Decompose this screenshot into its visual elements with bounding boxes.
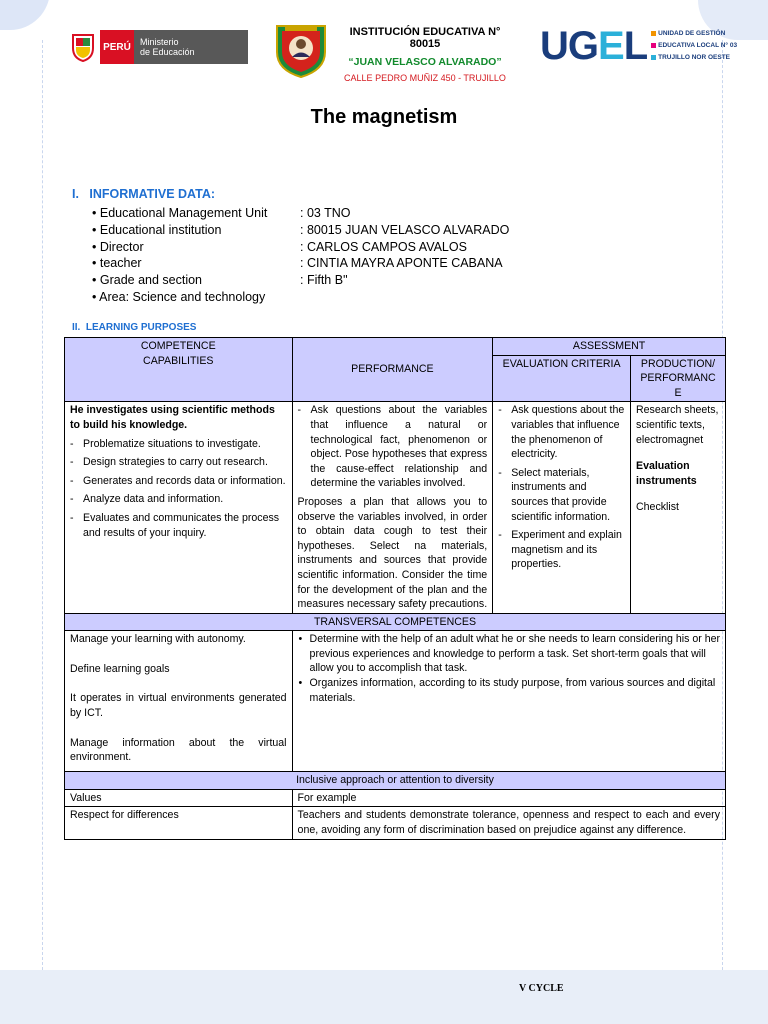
transversal-item: Manage your learning with autonomy. xyxy=(70,633,246,646)
info-row xyxy=(92,255,509,272)
info-label: • Educational institution xyxy=(92,222,300,239)
info-row xyxy=(92,272,509,289)
performance-cell xyxy=(292,402,493,613)
info-value: : Fifth B" xyxy=(300,273,348,288)
production-text: Research sheets, scientific texts, electromagnet xyxy=(636,404,719,446)
info-row xyxy=(92,222,509,239)
transversal-heading: TRANSVERSAL COMPETENCES xyxy=(65,613,726,631)
learning-purposes-table xyxy=(64,337,726,840)
info-label: • teacher xyxy=(92,255,300,272)
inclusive-heading: Inclusive approach or attention to diversity xyxy=(65,772,726,790)
list-item: • Organizes information, according to its study purpose, from various sources and digital materials. xyxy=(298,676,720,705)
instrument-text: Checklist xyxy=(636,501,679,514)
transversal-left-cell xyxy=(65,631,293,772)
info-label: • Educational Management Unit xyxy=(92,205,300,222)
info-value: : 80015 JUAN VELASCO ALVARADO xyxy=(300,222,510,237)
value-cell: Respect for differences xyxy=(65,807,293,839)
competence-cell xyxy=(65,402,293,613)
school-info xyxy=(335,26,515,83)
info-label: • Grade and section xyxy=(92,272,300,289)
info-row xyxy=(92,239,509,256)
info-value: : CARLOS CAMPOS AVALOS xyxy=(300,239,467,254)
criteria-cell xyxy=(493,402,631,613)
info-row xyxy=(92,205,509,222)
list-item: - Problematize situations to investigate. xyxy=(70,437,287,452)
info-label: • Area: Science and technology xyxy=(92,289,265,306)
header-competence: COMPETENCE CAPABILITIES xyxy=(65,338,293,402)
list-item: - Design strategies to carry out research. xyxy=(70,455,287,470)
footer-band xyxy=(0,970,768,1024)
header-production: PRODUCTION/ PERFORMANC E xyxy=(631,355,726,402)
transversal-item: It operates in virtual environments generated by ICT. xyxy=(70,692,287,720)
informative-list xyxy=(92,205,509,306)
list-item: - Select materials, instruments and sources that provide scientific information. xyxy=(498,466,625,524)
performance-list xyxy=(298,403,488,491)
ministry-name: Ministerio de Educación xyxy=(134,30,248,64)
section-heading-informative: I. INFORMATIVE DATA: xyxy=(72,187,216,201)
production-cell xyxy=(631,402,726,613)
criteria-list xyxy=(498,403,625,572)
page-border-line xyxy=(42,40,43,970)
transversal-list xyxy=(298,632,720,705)
ugel-subtitle: UNIDAD DE GESTIÓN EDUCATIVA LOCAL N° 03 TRUJILLO NOR OESTE xyxy=(651,28,737,64)
list-item: - Experiment and explain magnetism and its properties. xyxy=(498,528,625,572)
ugel-wordmark: UGEL xyxy=(540,24,648,68)
info-row xyxy=(92,289,509,306)
list-item: - Ask questions about the variables that influence a natural or technological fact, phenomenon or object. Pose hypotheses that express the cause-effect relationship and determine the variables involved. xyxy=(298,403,488,491)
peru-label: PERÚ xyxy=(100,30,134,64)
header-performance: PERFORMANCE xyxy=(292,338,493,402)
school-address: CALLE PEDRO MUÑIZ 450 - TRUJILLO xyxy=(344,73,506,83)
transversal-item: Define learning goals xyxy=(70,662,170,675)
page-title: The magnetism xyxy=(310,106,458,128)
section-heading-purposes: II. LEARNING PURPOSES xyxy=(72,322,197,333)
school-motto: “JUAN VELASCO ALVARADO” xyxy=(348,56,502,68)
example-cell: Teachers and students demonstrate tolerance, openness and respect to each and every one, avoiding any form of discrimination based on prejudice against any difference. xyxy=(292,807,725,839)
info-value: : 03 TNO xyxy=(300,206,351,220)
school-emblem-icon xyxy=(275,22,327,78)
ugel-logo xyxy=(540,26,737,66)
performance-paragraph: Proposes a plan that allows you to observe the variables involved, in order to obtain data cough to test their hypotheses. Select na materials, instruments and sources that provide scientific information. Consider the time for the development of the plan and the measures necessary safety precautions. xyxy=(297,495,488,611)
list-item: - Evaluates and communicates the process and results of your inquiry. xyxy=(70,511,287,540)
decorative-corner-shape xyxy=(0,0,50,30)
instruments-title: Evaluation instruments xyxy=(636,460,697,487)
header-assessment: ASSESSMENT xyxy=(493,338,726,356)
capabilities-list xyxy=(70,437,287,541)
school-name: INSTITUCIÓN EDUCATIVA N° 80015 xyxy=(349,26,501,50)
peru-shield-icon xyxy=(66,30,100,64)
transversal-item: Manage information about the virtual environment. xyxy=(70,736,287,764)
list-item: - Generates and records data or information. xyxy=(70,474,287,489)
header-criteria: EVALUATION CRITERIA xyxy=(493,355,631,402)
list-item: - Ask questions about the variables that influence the phenomenon of electricity. xyxy=(498,403,625,461)
list-item: - Analyze data and information. xyxy=(70,492,287,507)
competence-title: He investigates using scientific methods to build his knowledge. xyxy=(70,404,275,431)
ministry-logo xyxy=(66,30,248,64)
info-value: : CINTIA MAYRA APONTE CABANA xyxy=(300,256,503,271)
transversal-right-cell xyxy=(292,631,725,772)
footer-cycle-label: V CYCLE xyxy=(519,983,564,994)
example-header: For example xyxy=(292,789,725,807)
values-header: Values xyxy=(65,789,293,807)
info-label: • Director xyxy=(92,239,300,256)
list-item: • Determine with the help of an adult what he or she needs to learn considering his or her previous experiences and knowledge to perform a task. Set short-term goals that will allow you to accomplish that task. xyxy=(298,632,720,676)
